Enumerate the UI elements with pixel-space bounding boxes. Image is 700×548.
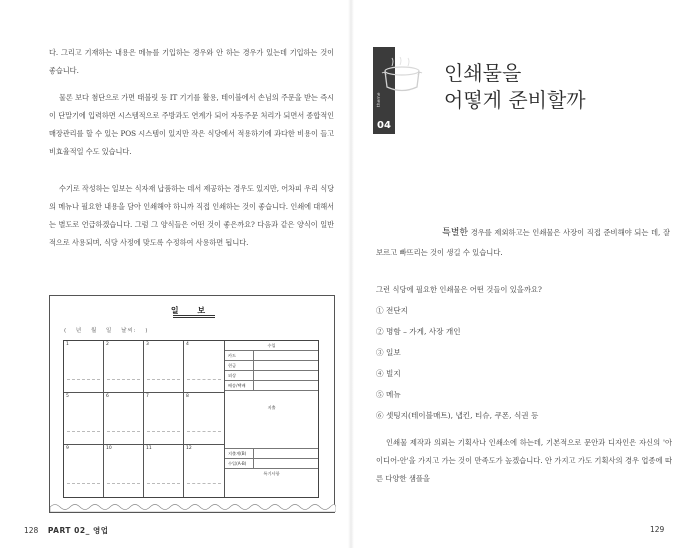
list-item: ⑤ 메뉴	[376, 390, 401, 399]
day-cell	[144, 341, 184, 393]
title-underline	[173, 317, 215, 318]
day-cell	[104, 341, 144, 393]
day-grid	[63, 340, 319, 498]
dashed-line	[147, 483, 180, 484]
dashed-line	[67, 483, 100, 484]
list-item: ④ 빌지	[376, 369, 401, 378]
day-cell	[64, 341, 104, 393]
right-page	[354, 0, 700, 548]
paragraph-2: 물론 보다 첨단으로 가면 태블릿 등 IT 기기를 활용, 테이블에서 손님의 주문을 받는 즉시 이 단말기에 입력하면 시스템적으로 주방과도 연계가 되어 자동주문 처리가 되면서 종합적인 매장관리를 할 수 있는 POS 시스템이 있지만 작은 식당에서 적용하기에 과다한 비용이 들고 비효율적일 수도 있습니다.	[49, 93, 334, 156]
day-cell	[64, 393, 104, 445]
day-number: 4	[186, 342, 189, 347]
day-cell	[64, 445, 104, 497]
print-items-list	[376, 300, 538, 426]
ledger-divider	[253, 459, 254, 468]
ledger-divider	[253, 449, 254, 458]
dashed-line	[107, 379, 140, 380]
ledger-row-label: 현금	[228, 363, 237, 368]
ledger-divider	[253, 361, 254, 370]
day-cell	[144, 393, 184, 445]
theme-number: 04	[377, 120, 391, 131]
question-text: 그런 식당에 필요한 인쇄물은 어떤 것들이 있을까요?	[376, 285, 542, 294]
ledger-divider	[253, 351, 254, 360]
day-number: 5	[66, 394, 69, 399]
dashed-line	[107, 483, 140, 484]
page-number: 128	[24, 526, 39, 535]
paragraph-1: 다. 그리고 기재하는 내용은 메뉴를 기입하는 경우와 안 하는 경우가 있는데 기입하는 것이 좋습니다.	[49, 48, 334, 75]
day-cell	[104, 445, 144, 497]
ledger-divider	[253, 381, 254, 390]
cooking-pot-icon	[380, 57, 424, 99]
list-item: ② 명함 – 가게, 사장 개인	[376, 327, 461, 336]
day-number: 10	[106, 446, 112, 451]
list-item: ① 전단지	[376, 306, 409, 315]
dashed-line	[187, 431, 221, 432]
date-line: ( 년 월 일 날씨: )	[64, 328, 149, 334]
notes-row	[225, 469, 318, 479]
list-item: ③ 일보	[376, 348, 401, 357]
expense-label: 지출	[267, 405, 276, 410]
part-label: PART 02_ 영업	[47, 526, 109, 535]
notes-label: 특기사항	[263, 471, 280, 476]
form-title: 일 보	[170, 306, 214, 315]
income-label: 수입	[267, 343, 276, 348]
heading-line-1: 인쇄물을	[444, 61, 522, 85]
ledger-row	[225, 361, 318, 371]
lead-text: 경우를 제외하고는 인쇄물은 사장이 직접 준비해야 되는 데, 잘 보르고 빠뜨리는 것이 생길 수 있습니다.	[376, 228, 670, 257]
paragraph-3: 수기로 작성하는 일보는 식자재 납품하는 데서 제공하는 경우도 있지만, 어차피 우리 식당의 메뉴나 필요한 내용을 담아 인쇄해야 하니까 직접 인쇄하는 것이 좋습니다. 인쇄에 대해서는 별도로 언급하겠습니다. 그럼 그 양식들은 어떤 것이 좋은까요? 다음과 같은 양식이 일반적으로 사용되며, 식당 사정에 맞도록 수정하여 사용하면 됩니다.	[49, 184, 334, 247]
ledger-row	[225, 381, 318, 391]
day-number: 9	[66, 446, 69, 451]
theme-word: theme	[377, 92, 382, 107]
ledger-row	[225, 449, 318, 459]
left-footer	[24, 525, 108, 536]
ledger-divider	[253, 371, 254, 380]
daily-report-form	[49, 295, 335, 513]
ledger-row-label: 지출계(B)	[228, 451, 247, 456]
lead-paragraph	[376, 223, 670, 263]
ledger-row-label: 외상	[228, 373, 237, 378]
day-number: 3	[146, 342, 149, 347]
day-number: 6	[106, 394, 109, 399]
ledger-row-label: 카드	[228, 353, 237, 358]
day-number: 8	[186, 394, 189, 399]
day-number: 7	[146, 394, 149, 399]
ledger-row	[225, 371, 318, 381]
ledger-row-label: 수입(A-B)	[228, 461, 247, 466]
closing-paragraph: 인쇄물 제작과 의뢰는 기획사나 인쇄소에 하는데, 기본적으로 문안과 디자인은 자신의 '아이디어-안'을 가지고 가는 것이 만족도가 높겠습니다. 안 가지고 가도 기획사의 경우 업종에 따른 다양한 샘플을	[376, 438, 672, 483]
chapter-heading	[444, 60, 586, 114]
day-cell	[184, 445, 225, 497]
title-underline	[173, 315, 215, 316]
list-item: ⑥ 셋팅지(테이블매트), 냅킨, 티슈, 쿠폰, 식권 등	[376, 411, 539, 420]
day-cell	[104, 393, 144, 445]
heading-line-2: 어떻게 준비할까	[444, 88, 586, 112]
dashed-line	[147, 431, 180, 432]
ledger-row	[225, 351, 318, 361]
day-number: 2	[106, 342, 109, 347]
day-cell	[184, 393, 225, 445]
day-cell	[144, 445, 184, 497]
day-number: 11	[146, 446, 152, 451]
ledger-row-label: 배송/택배	[228, 383, 246, 388]
lead-keyword: 특별한	[442, 228, 469, 238]
dashed-line	[107, 431, 140, 432]
torn-edge	[50, 502, 336, 512]
right-page-number: 129	[650, 525, 665, 534]
left-page	[0, 0, 348, 548]
expense-section	[225, 391, 318, 449]
day-cell	[184, 341, 225, 393]
day-number: 12	[186, 446, 192, 451]
day-number: 1	[66, 342, 69, 347]
dashed-line	[67, 379, 100, 380]
ledger-panel	[225, 341, 318, 497]
income-header	[225, 341, 318, 351]
dashed-line	[187, 483, 221, 484]
dashed-line	[67, 431, 100, 432]
dashed-line	[187, 379, 221, 380]
ledger-row	[225, 459, 318, 469]
dashed-line	[147, 379, 180, 380]
